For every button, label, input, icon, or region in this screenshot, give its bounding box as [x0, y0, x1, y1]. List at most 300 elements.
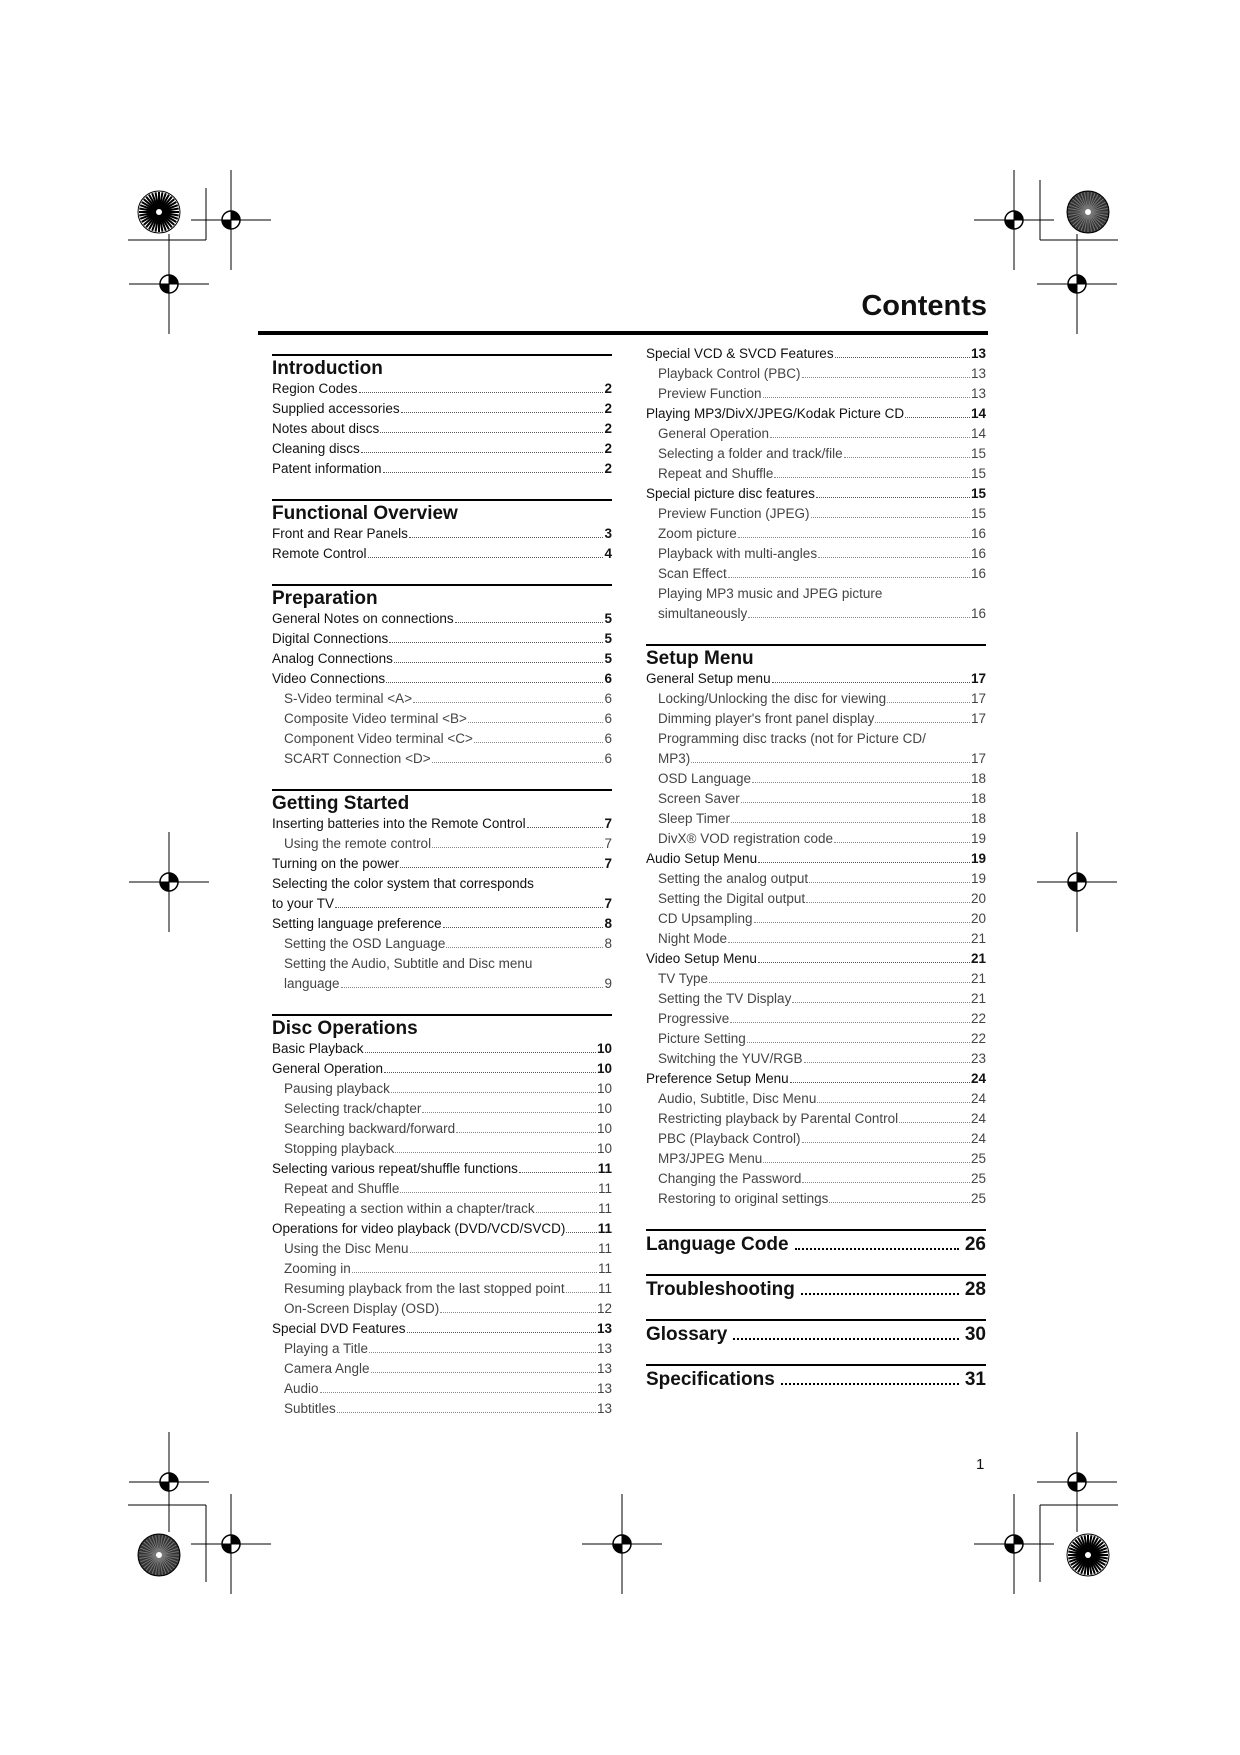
entry-title: Playing MP3 music and JPEG picture: [658, 586, 883, 601]
entry-page: 2: [604, 381, 612, 396]
entry-title: SCART Connection <D>: [284, 751, 431, 766]
toc-entry[interactable]: [272, 876, 612, 896]
section-heading: Getting Started: [272, 789, 612, 816]
dot-leader: [835, 356, 970, 358]
entry-title: Setting the Audio, Subtitle and Disc menu: [284, 956, 533, 971]
toc-subentry[interactable]: [646, 526, 986, 546]
dot-leader: [818, 556, 970, 558]
entry-page: 7: [604, 896, 612, 911]
entry-page: 16: [970, 606, 986, 621]
dot-leader: [728, 941, 970, 943]
entry-title: Selecting track/chapter: [284, 1101, 422, 1116]
dot-leader: [455, 621, 604, 623]
entry-page: 31: [964, 1369, 986, 1390]
toc-subentry[interactable]: [272, 1281, 612, 1301]
entry-title: General Setup menu: [646, 671, 771, 686]
toc-entry[interactable]: [646, 406, 986, 426]
entry-title: Stopping playback: [284, 1141, 395, 1156]
dot-leader: [440, 1311, 596, 1313]
entry-page: 21: [970, 991, 986, 1006]
entry-title: MP3): [658, 751, 691, 766]
dot-leader: [391, 1091, 596, 1093]
entry-page: 24: [970, 1111, 986, 1126]
dot-leader: [400, 866, 603, 868]
toc-entry[interactable]: [646, 951, 986, 971]
toc-subentry[interactable]: [272, 936, 612, 956]
entry-page: 7: [604, 856, 612, 871]
toc-entry[interactable]: [272, 1321, 612, 1341]
dot-leader: [352, 1271, 597, 1273]
section-spacer: [272, 481, 612, 499]
toc-subentry[interactable]: [272, 691, 612, 711]
toc-subentry[interactable]: [646, 791, 986, 811]
toc-subentry[interactable]: [646, 446, 986, 466]
dot-leader: [790, 1081, 970, 1083]
entry-page: 6: [604, 691, 612, 706]
toc-subentry[interactable]: [272, 956, 612, 976]
toc-subentry[interactable]: [272, 711, 612, 731]
entry-title: Audio, Subtitle, Disc Menu: [658, 1091, 817, 1106]
toc-entry[interactable]: [646, 851, 986, 871]
dot-leader: [407, 1331, 596, 1333]
dot-leader: [770, 436, 970, 438]
entry-page: 20: [970, 891, 986, 906]
toc-entry[interactable]: [272, 421, 612, 441]
entry-title: Zoom picture: [658, 526, 737, 541]
toc-subentry[interactable]: [646, 831, 986, 851]
entry-page: 19: [970, 851, 986, 866]
dot-leader: [320, 1391, 596, 1393]
entry-title: Preference Setup Menu: [646, 1071, 789, 1086]
entry-page: 2: [604, 401, 612, 416]
toc-major-entry[interactable]: [646, 1229, 986, 1260]
entry-page: 24: [970, 1091, 986, 1106]
entry-page: 8: [604, 936, 612, 951]
entry-title: Notes about discs: [272, 421, 380, 436]
entry-page: 19: [970, 831, 986, 846]
entry-page: 10: [596, 1101, 612, 1116]
section-spacer: [272, 771, 612, 789]
entry-title: Inserting batteries into the Remote Control: [272, 816, 526, 831]
entry-title: Playing a Title: [284, 1341, 369, 1356]
toc-subentry[interactable]: [646, 1051, 986, 1071]
dot-leader: [754, 921, 970, 923]
section-heading: Setup Menu: [646, 644, 986, 671]
toc-left-column: [272, 354, 612, 1421]
dot-leader: [801, 1293, 959, 1295]
entry-page: 18: [970, 791, 986, 806]
entry-title: Using the remote control: [284, 836, 432, 851]
dot-leader: [386, 681, 603, 683]
entry-page: 2: [604, 441, 612, 456]
entry-title: Setting the TV Display: [658, 991, 792, 1006]
toc-subentry[interactable]: [646, 731, 986, 751]
toc-entry[interactable]: [646, 346, 986, 366]
entry-title: Selecting the color system that corresponds: [272, 876, 534, 891]
entry-page: 15: [970, 506, 986, 521]
dot-leader: [422, 1111, 596, 1113]
entry-title: Setting the OSD Language: [284, 936, 446, 951]
entry-title: Language Code: [646, 1234, 789, 1255]
toc-subentry[interactable]: [646, 586, 986, 606]
entry-title: Playback with multi-angles: [658, 546, 818, 561]
dot-leader: [795, 1248, 959, 1250]
page-title: Contents: [861, 290, 987, 322]
entry-page: 5: [604, 611, 612, 626]
toc-subentry[interactable]: [272, 1401, 612, 1421]
entry-title: Setting the analog output: [658, 871, 809, 886]
toc-subentry[interactable]: [272, 1261, 612, 1281]
entry-page: 6: [604, 671, 612, 686]
dot-leader: [763, 396, 970, 398]
entry-page: 13: [596, 1361, 612, 1376]
dot-leader: [394, 661, 604, 663]
toc-subentry[interactable]: [646, 566, 986, 586]
entry-page: 15: [970, 486, 986, 501]
toc-entry[interactable]: [646, 486, 986, 506]
toc-subentry[interactable]: [646, 1031, 986, 1051]
toc-entry[interactable]: [272, 401, 612, 421]
entry-page: 20: [970, 911, 986, 926]
entry-title: Changing the Password: [658, 1171, 802, 1186]
entry-title: TV Type: [658, 971, 709, 986]
toc-subentry[interactable]: [272, 1121, 612, 1141]
dot-leader: [709, 981, 970, 983]
dot-leader: [400, 1191, 597, 1193]
entry-page: 12: [596, 1301, 612, 1316]
entry-page: 25: [970, 1171, 986, 1186]
dot-leader: [371, 1371, 596, 1373]
entry-page: 23: [970, 1051, 986, 1066]
entry-page: 15: [970, 446, 986, 461]
toc-subentry[interactable]: [272, 976, 612, 996]
dot-leader: [335, 906, 603, 908]
entry-page: 5: [604, 651, 612, 666]
entry-title: Repeat and Shuffle: [658, 466, 774, 481]
toc-subentry[interactable]: [646, 751, 986, 771]
dot-leader: [752, 781, 970, 783]
dot-leader: [368, 556, 604, 558]
dot-leader: [369, 1351, 596, 1353]
dot-leader: [758, 861, 970, 863]
entry-page: 11: [597, 1241, 612, 1256]
toc-entry[interactable]: [272, 631, 612, 651]
dot-leader: [774, 476, 970, 478]
dot-leader: [738, 536, 970, 538]
entry-page: 11: [597, 1221, 612, 1236]
dot-leader: [446, 946, 603, 948]
entry-page: 16: [970, 526, 986, 541]
dot-leader: [401, 411, 604, 413]
dot-leader: [337, 1411, 596, 1413]
dot-leader: [802, 376, 970, 378]
dot-leader: [875, 721, 970, 723]
entry-title: Repeating a section within a chapter/track: [284, 1201, 535, 1216]
entry-title: PBC (Playback Control): [658, 1131, 801, 1146]
entry-title: Screen Saver: [658, 791, 740, 806]
entry-title: Region Codes: [272, 381, 358, 396]
toc-subentry[interactable]: [646, 971, 986, 991]
entry-title: Switching the YUV/RGB: [658, 1051, 803, 1066]
entry-page: 5: [604, 631, 612, 646]
toc-subentry[interactable]: [646, 426, 986, 446]
dot-leader: [829, 1201, 970, 1203]
toc-subentry[interactable]: [646, 386, 986, 406]
toc-subentry[interactable]: [272, 1241, 612, 1261]
dot-leader: [728, 576, 970, 578]
toc-subentry[interactable]: [646, 771, 986, 791]
entry-title: Special DVD Features: [272, 1321, 406, 1336]
entry-title: On-Screen Display (OSD): [284, 1301, 440, 1316]
entry-title: Repeat and Shuffle: [284, 1181, 400, 1196]
toc-subentry[interactable]: [646, 1171, 986, 1191]
entry-page: 25: [970, 1151, 986, 1166]
dot-leader: [741, 801, 970, 803]
toc-subentry[interactable]: [646, 891, 986, 911]
toc-entry[interactable]: [272, 461, 612, 481]
entry-title: Night Mode: [658, 931, 728, 946]
toc-subentry[interactable]: [646, 691, 986, 711]
entry-title: S-Video terminal <A>: [284, 691, 413, 706]
toc-entry[interactable]: [272, 381, 612, 401]
dot-leader: [474, 741, 604, 743]
toc-subentry[interactable]: [646, 871, 986, 891]
dot-leader: [806, 901, 970, 903]
toc-subentry[interactable]: [272, 836, 612, 856]
toc-entry[interactable]: [272, 546, 612, 566]
entry-page: 28: [964, 1279, 986, 1300]
entry-page: 17: [970, 711, 986, 726]
dot-leader: [527, 826, 604, 828]
entry-page: 4: [604, 546, 612, 561]
entry-page: 17: [970, 691, 986, 706]
entry-page: 22: [970, 1011, 986, 1026]
toc-entry[interactable]: [272, 1221, 612, 1241]
toc-entry[interactable]: [272, 1041, 612, 1061]
dot-leader: [804, 1061, 970, 1063]
entry-page: 13: [596, 1341, 612, 1356]
entry-title: Specifications: [646, 1369, 775, 1390]
entry-title: Supplied accessories: [272, 401, 400, 416]
toc-subentry[interactable]: [272, 1181, 612, 1201]
section-spacer: [272, 996, 612, 1014]
dot-leader: [887, 701, 970, 703]
entry-title: MP3/JPEG Menu: [658, 1151, 763, 1166]
entry-title: Digital Connections: [272, 631, 389, 646]
entry-page: 11: [597, 1261, 612, 1276]
entry-page: 19: [970, 871, 986, 886]
toc-right-column: [646, 346, 986, 1409]
entry-title: Special picture disc features: [646, 486, 815, 501]
section-heading: Disc Operations: [272, 1014, 612, 1041]
entry-title: Analog Connections: [272, 651, 393, 666]
entry-title: Cleaning discs: [272, 441, 360, 456]
entry-page: 13: [970, 386, 986, 401]
toc-subentry[interactable]: [646, 711, 986, 731]
dot-leader: [443, 926, 604, 928]
entry-page: 8: [604, 916, 612, 931]
toc-subentry[interactable]: [272, 1341, 612, 1361]
toc-entry[interactable]: [272, 526, 612, 546]
entry-title: Turning on the power: [272, 856, 400, 871]
entry-title: Audio Setup Menu: [646, 851, 758, 866]
toc-subentry[interactable]: [646, 931, 986, 951]
toc-major-entry[interactable]: [646, 1319, 986, 1350]
entry-title: Subtitles: [284, 1401, 336, 1416]
toc-entry[interactable]: [272, 816, 612, 836]
entry-page: 14: [970, 426, 986, 441]
entry-page: 6: [604, 731, 612, 746]
entry-page: 6: [604, 711, 612, 726]
entry-title: Preview Function (JPEG): [658, 506, 810, 521]
entry-page: 13: [596, 1381, 612, 1396]
dot-leader: [384, 1071, 596, 1073]
dot-leader: [899, 1121, 970, 1123]
entry-title: Selecting a folder and track/file: [658, 446, 843, 461]
dot-leader: [365, 1051, 596, 1053]
entry-page: 18: [970, 811, 986, 826]
entry-title: Setting the Digital output: [658, 891, 806, 906]
toc-subentry[interactable]: [646, 911, 986, 931]
toc-subentry[interactable]: [646, 991, 986, 1011]
dot-leader: [410, 1251, 597, 1253]
toc-subentry[interactable]: [646, 811, 986, 831]
entry-title: Using the Disc Menu: [284, 1241, 409, 1256]
entry-title: Composite Video terminal <B>: [284, 711, 467, 726]
toc-major-entry[interactable]: [646, 1364, 986, 1395]
entry-page: 6: [604, 751, 612, 766]
toc-entry[interactable]: [646, 671, 986, 691]
toc-subentry[interactable]: [646, 366, 986, 386]
dot-leader: [816, 496, 970, 498]
toc-subentry[interactable]: [272, 1381, 612, 1401]
entry-page: 21: [970, 971, 986, 986]
toc-subentry[interactable]: [272, 751, 612, 771]
toc-subentry[interactable]: [646, 1151, 986, 1171]
entry-title: Glossary: [646, 1324, 728, 1345]
entry-page: 17: [970, 671, 986, 686]
entry-page: 10: [596, 1041, 612, 1056]
entry-title: General Notes on connections: [272, 611, 454, 626]
section-spacer: [646, 626, 986, 644]
dot-leader: [781, 1383, 959, 1385]
toc-subentry[interactable]: [646, 1191, 986, 1211]
entry-page: 10: [596, 1141, 612, 1156]
entry-page: 14: [970, 406, 986, 421]
entry-page: 26: [964, 1234, 986, 1255]
dot-leader: [389, 641, 603, 643]
entry-title: Restoring to original settings: [658, 1191, 829, 1206]
toc-entry[interactable]: [272, 611, 612, 631]
dot-leader: [519, 1171, 597, 1173]
entry-page: 15: [970, 466, 986, 481]
entry-page: 25: [970, 1191, 986, 1206]
dot-leader: [834, 841, 970, 843]
toc-subentry[interactable]: [272, 1361, 612, 1381]
entry-title: Front and Rear Panels: [272, 526, 408, 541]
dot-leader: [395, 1151, 596, 1153]
page-number: 1: [976, 1456, 985, 1473]
entry-title: Progressive: [658, 1011, 730, 1026]
entry-page: 13: [596, 1321, 612, 1336]
section-heading: Preparation: [272, 584, 612, 611]
dot-leader: [758, 961, 970, 963]
entry-page: 18: [970, 771, 986, 786]
entry-title: simultaneously: [658, 606, 748, 621]
entry-page: 21: [970, 951, 986, 966]
toc-entry[interactable]: [646, 1071, 986, 1091]
entry-title: Audio: [284, 1381, 319, 1396]
entry-title: General Operation: [272, 1061, 384, 1076]
entry-title: Dimming player's front panel display: [658, 711, 875, 726]
toc-subentry[interactable]: [646, 1111, 986, 1131]
entry-title: Preview Function: [658, 386, 762, 401]
entry-title: Special VCD & SVCD Features: [646, 346, 834, 361]
toc-entry[interactable]: [272, 916, 612, 936]
entry-title: Playback Control (PBC): [658, 366, 801, 381]
entry-title: Troubleshooting: [646, 1279, 795, 1300]
toc-entry[interactable]: [272, 1061, 612, 1081]
toc-subentry[interactable]: [272, 731, 612, 751]
toc-entry[interactable]: [272, 1161, 612, 1181]
entry-title: Camera Angle: [284, 1361, 370, 1376]
toc-entry[interactable]: [272, 441, 612, 461]
toc-subentry[interactable]: [272, 1141, 612, 1161]
toc-subentry[interactable]: [646, 1011, 986, 1031]
toc-subentry[interactable]: [646, 1131, 986, 1151]
toc-subentry[interactable]: [272, 1081, 612, 1101]
entry-title: Sleep Timer: [658, 811, 731, 826]
dot-leader: [380, 431, 603, 433]
entry-title: Playing MP3/DivX/JPEG/Kodak Picture CD: [646, 406, 905, 421]
section-spacer: [272, 566, 612, 584]
dot-leader: [811, 516, 970, 518]
entry-title: General Operation: [658, 426, 770, 441]
entry-title: Patent information: [272, 461, 382, 476]
entry-page: 3: [604, 526, 612, 541]
entry-title: Remote Control: [272, 546, 367, 561]
entry-page: 7: [604, 816, 612, 831]
toc-entry[interactable]: [272, 651, 612, 671]
entry-title: Programming disc tracks (not for Picture CD/: [658, 731, 926, 746]
toc-subentry[interactable]: [646, 506, 986, 526]
toc-subentry[interactable]: [272, 1201, 612, 1221]
entry-title: DivX® VOD registration code: [658, 831, 834, 846]
toc-subentry[interactable]: [646, 606, 986, 626]
toc-entry[interactable]: [272, 671, 612, 691]
entry-title: Scan Effect: [658, 566, 727, 581]
toc-subentry[interactable]: [646, 546, 986, 566]
entry-title: Video Connections: [272, 671, 386, 686]
entry-title: OSD Language: [658, 771, 752, 786]
entry-page: 9: [604, 976, 612, 991]
toc-entry[interactable]: [272, 856, 612, 876]
entry-page: 2: [604, 461, 612, 476]
toc-subentry[interactable]: [272, 1301, 612, 1321]
entry-page: 24: [970, 1131, 986, 1146]
dot-leader: [763, 1161, 970, 1163]
dot-leader: [566, 1291, 597, 1293]
toc-subentry[interactable]: [646, 1091, 986, 1111]
entry-page: 10: [596, 1081, 612, 1096]
toc-major-entry[interactable]: [646, 1274, 986, 1305]
toc-entry[interactable]: [272, 896, 612, 916]
toc-subentry[interactable]: [272, 1101, 612, 1121]
toc-subentry[interactable]: [646, 466, 986, 486]
section-heading: Functional Overview: [272, 499, 612, 526]
entry-page: 24: [970, 1071, 986, 1086]
dot-leader: [730, 1021, 970, 1023]
